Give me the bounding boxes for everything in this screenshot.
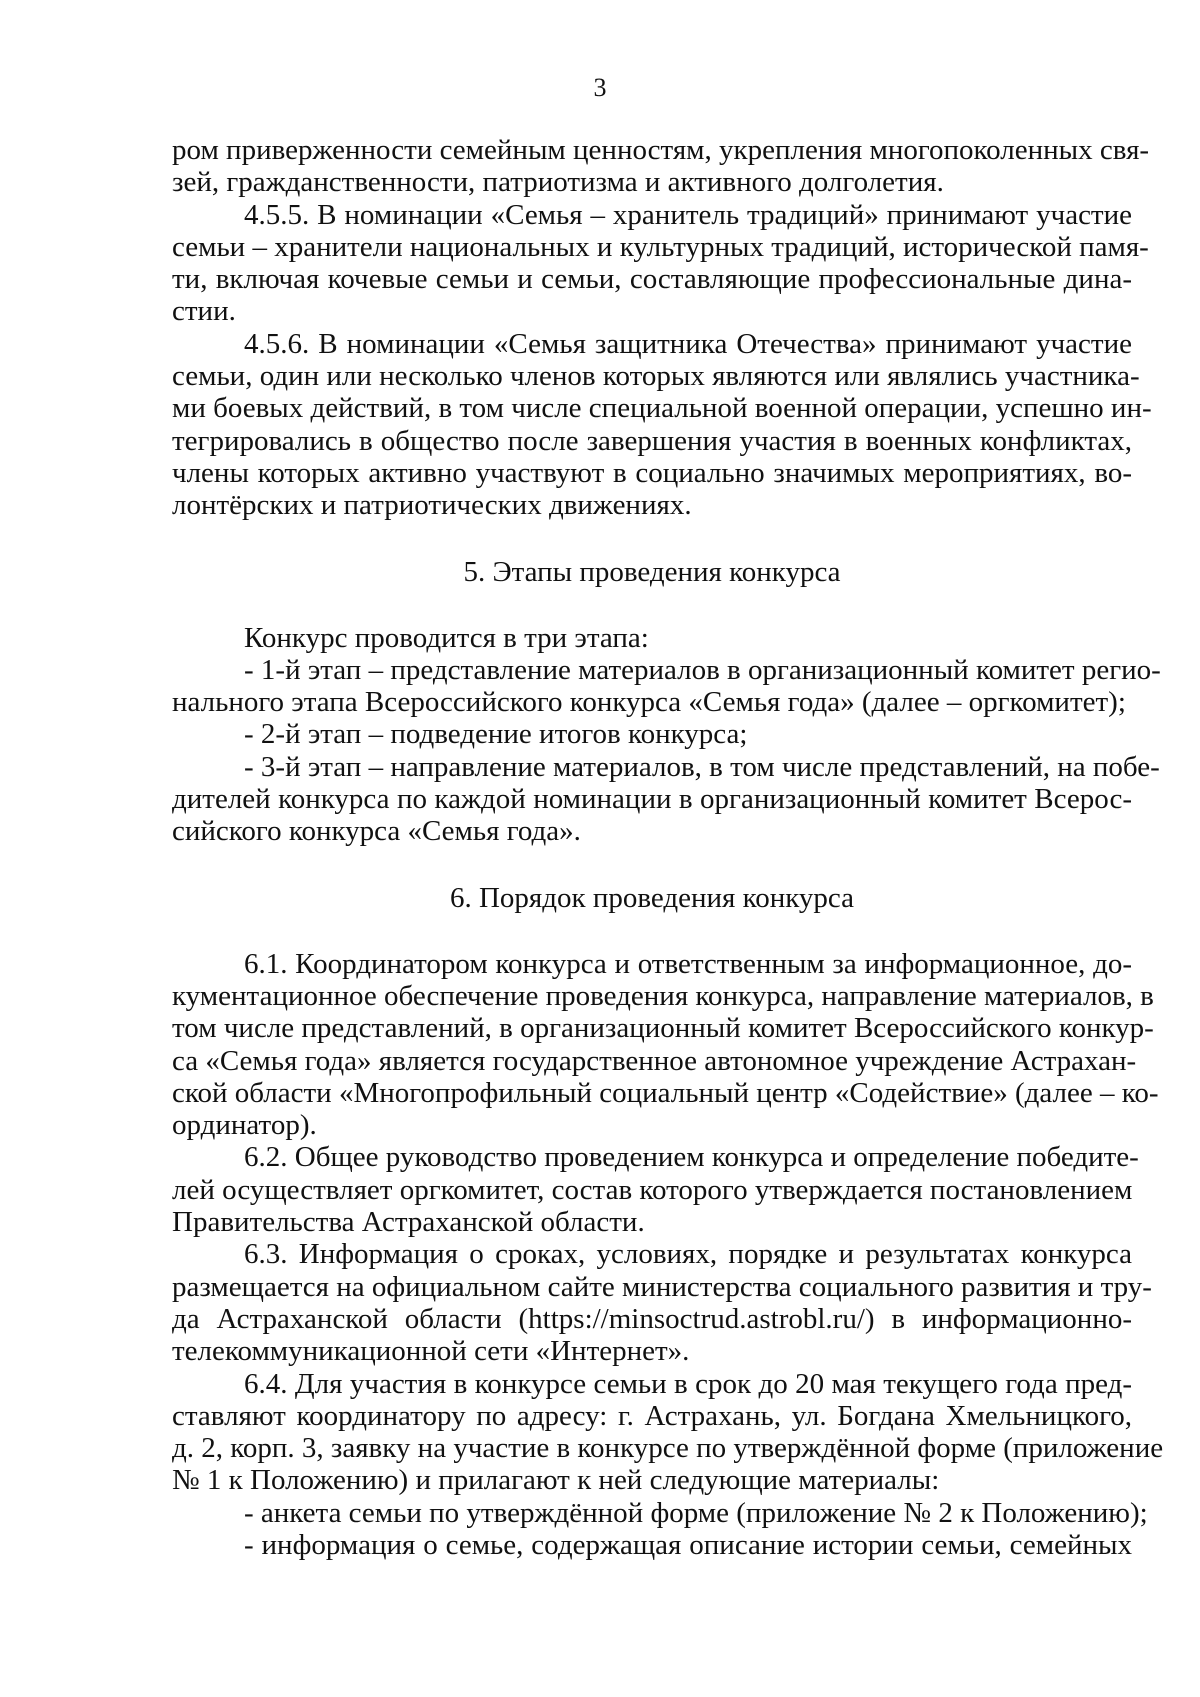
materials-bullet-1	[172, 1496, 1148, 1529]
paragraph-6-3	[172, 1238, 1152, 1368]
text-line: Конкурс проводится в три этапа:	[244, 621, 649, 654]
section-heading-5: 5. Этапы проведения конкурса	[463, 555, 841, 588]
text-line: семьи, один или несколько членов которых являются или являлись участника-	[172, 360, 1140, 393]
text-line: зей, гражданственности, патриотизма и активного долголетия.	[172, 166, 944, 199]
stage-item-1	[172, 653, 1161, 719]
text-line: нального этапа Всероссийского конкурса «Семья года» (далее – оргкомитет);	[172, 686, 1126, 719]
stage-item-2	[172, 718, 1132, 750]
text-line: семьи – хранители национальных и культурных традиций, исторической памя-	[172, 230, 1149, 263]
text-line: ром приверженности семейным ценностям, укрепления многопоколенных свя-	[172, 134, 1150, 166]
stage-item-3	[172, 750, 1160, 848]
text-line: ми боевых действий, в том числе специальной военной операции, успешно ин-	[172, 392, 1152, 425]
text-line: 4.5.6. В номинации «Семья защитника Отечества» принимают участие	[244, 327, 1132, 360]
text-line: - анкета семьи по утверждённой форме (приложение № 2 к Положению);	[244, 1496, 1148, 1529]
materials-bullet-2	[172, 1529, 1132, 1561]
text-line: члены которых активно участвуют в социально значимых мероприятиях, во-	[172, 456, 1132, 489]
page-number: 3	[593, 73, 607, 102]
text-line: 6.1. Координатором конкурса и ответственным за информационное, до-	[244, 947, 1132, 980]
paragraph-4-5-5	[172, 198, 1149, 328]
paragraph-6-4	[172, 1367, 1164, 1497]
text-line: 6.4. Для участия в конкурсе семьи в срок до 20 мая текущего года пред-	[244, 1367, 1132, 1400]
document-body	[172, 134, 1164, 1561]
text-line: тегрировались в общество после завершения участия в военных конфликтах,	[172, 424, 1132, 457]
text-line: да Астраханской области (https://minsoctrud.astrobl.ru/) в информационно-	[172, 1302, 1132, 1335]
text-line: сийского конкурса «Семья года».	[172, 815, 581, 848]
text-line: 6.2. Общее руководство проведением конкурса и определение победите-	[244, 1141, 1139, 1174]
text-line: - 2-й этап – подведение итогов конкурса;	[244, 718, 748, 751]
text-line: - информация о семье, содержащая описание истории семьи, семейных	[244, 1528, 1132, 1561]
text-line: ти, включая кочевые семьи и семьи, составляющие профессиональные дина-	[172, 263, 1132, 296]
text-line: - 3-й этап – направление материалов, в том числе представлений, на побе-	[244, 750, 1160, 783]
text-line: лонтёрских и патриотических движениях.	[172, 489, 692, 522]
text-line: Правительства Астраханской области.	[172, 1206, 645, 1239]
text-line: д. 2, корп. 3, заявку на участие в конкурсе по утверждённой форме (приложение	[172, 1432, 1164, 1465]
text-line: лей осуществляет оргкомитет, состав которого утверждается постановлением	[172, 1173, 1133, 1206]
text-line: кументационное обеспечение проведения конкурса, направление материалов, в	[172, 979, 1154, 1012]
text-line: ставляют координатору по адресу: г. Астрахань, ул. Богдана Хмельницкого,	[172, 1399, 1132, 1432]
text-line: - 1-й этап – представление материалов в организационный комитет регио-	[244, 653, 1161, 686]
text-line: том числе представлений, в организационный комитет Всероссийского конкур-	[172, 1012, 1154, 1045]
text-line: телекоммуникационной сети «Интернет».	[172, 1335, 690, 1368]
section-5-intro	[172, 622, 1132, 654]
text-line: размещается на официальном сайте министерства социального развития и тру-	[172, 1270, 1152, 1303]
paragraph-6-1	[172, 947, 1159, 1142]
paragraph-6-2	[172, 1141, 1139, 1239]
section-heading-6: 6. Порядок проведения конкурса	[449, 881, 855, 914]
text-line: стии.	[172, 295, 236, 328]
text-line: 6.3. Информация о сроках, условиях, порядке и результатах конкурса	[244, 1238, 1132, 1271]
paragraph-4-5-6	[172, 327, 1152, 522]
text-line: 4.5.5. В номинации «Семья – хранитель традиций» принимают участие	[244, 198, 1132, 231]
text-line: ординатор).	[172, 1109, 317, 1142]
text-line: са «Семья года» является государственное автономное учреждение Астрахан-	[172, 1044, 1137, 1077]
text-line: № 1 к Положению) и прилагают к ней следующие материалы:	[172, 1464, 940, 1497]
text-line: дителей конкурса по каждой номинации в организационный комитет Всерос-	[172, 783, 1132, 816]
text-line: ской области «Многопрофильный социальный центр «Содействие» (далее – ко-	[172, 1076, 1159, 1109]
paragraph-continuation	[172, 134, 1150, 199]
